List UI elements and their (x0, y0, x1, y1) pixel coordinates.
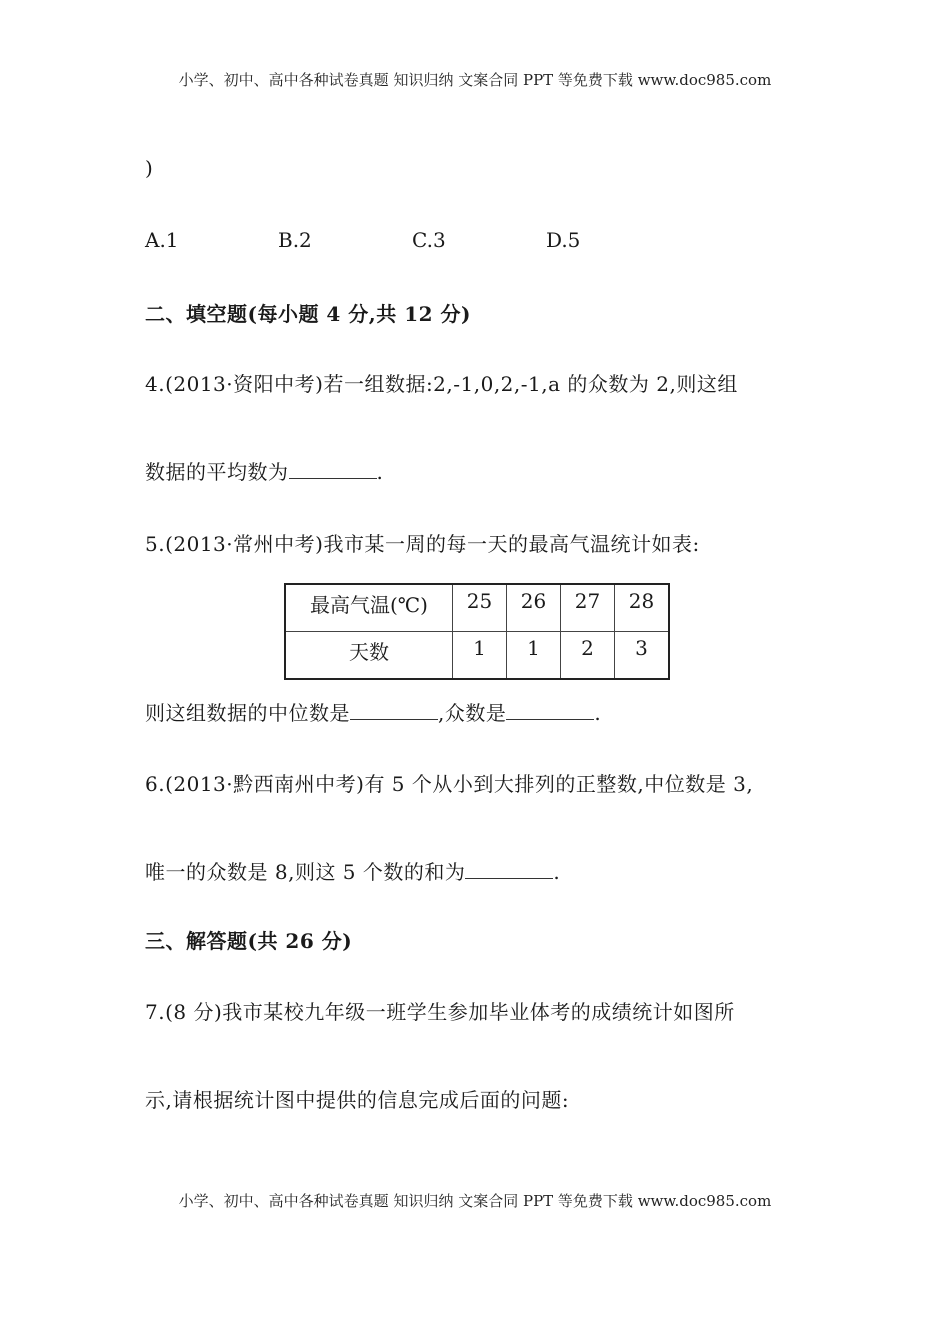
table-cell: 2 (561, 632, 615, 680)
q5-answer-text: 则这组数据的中位数是 (145, 701, 350, 725)
option-d: D.5 (546, 228, 581, 252)
table-cell: 天数 (285, 632, 453, 680)
q5-median-blank (350, 701, 438, 720)
option-a: A.1 (145, 228, 179, 252)
table-cell: 1 (507, 632, 561, 680)
section3-title: 三、解答题(共 26 分) (145, 929, 353, 953)
page-header: 小学、初中、高中各种试卷真题 知识归纳 文案合同 PPT 等免费下载 www.doc985.com (178, 71, 772, 89)
q5-answer-line (145, 697, 601, 726)
temperature-table (284, 583, 670, 680)
table-cell: 27 (561, 584, 615, 632)
table-cell: 25 (453, 584, 507, 632)
q4-line2-text: 数据的平均数为 (145, 460, 289, 484)
q4-answer-blank (289, 460, 377, 479)
q5-answer-mid: ,众数是 (438, 701, 507, 725)
table-cell: 26 (507, 584, 561, 632)
q4-line2 (145, 456, 383, 485)
q6-line1: 6.(2013·黔西南州中考)有 5 个从小到大排列的正整数,中位数是 3, (145, 772, 754, 796)
q6-line2 (145, 856, 560, 885)
q7-line1: 7.(8 分)我市某校九年级一班学生参加毕业体考的成绩统计如图所 (145, 1000, 735, 1024)
option-c: C.3 (412, 228, 446, 252)
q6-answer-blank (465, 860, 553, 879)
q5-answer-end: . (594, 701, 602, 725)
option-b: B.2 (278, 228, 312, 252)
question-fragment-close-paren: ) (145, 156, 154, 180)
table-cell: 最高气温(℃) (285, 584, 453, 632)
q6-line2-end: . (553, 860, 561, 884)
table-cell: 1 (453, 632, 507, 680)
table-row-header (285, 584, 669, 632)
table-cell: 28 (615, 584, 670, 632)
q4-line1: 4.(2013·资阳中考)若一组数据:2,-1,0,2,-1,a 的众数为 2,则这组 (145, 372, 738, 396)
section2-title: 二、填空题(每小题 4 分,共 12 分) (145, 302, 471, 326)
page-footer: 小学、初中、高中各种试卷真题 知识归纳 文案合同 PPT 等免费下载 www.doc985.com (178, 1192, 772, 1210)
q7-line2: 示,请根据统计图中提供的信息完成后面的问题: (145, 1088, 570, 1112)
q5-mode-blank (506, 701, 594, 720)
q5-line1: 5.(2013·常州中考)我市某一周的每一天的最高气温统计如表: (145, 532, 700, 556)
q6-line2-text: 唯一的众数是 8,则这 5 个数的和为 (145, 860, 466, 884)
table-cell: 3 (615, 632, 670, 680)
q4-line2-end: . (376, 460, 384, 484)
table-row-days (285, 632, 669, 680)
